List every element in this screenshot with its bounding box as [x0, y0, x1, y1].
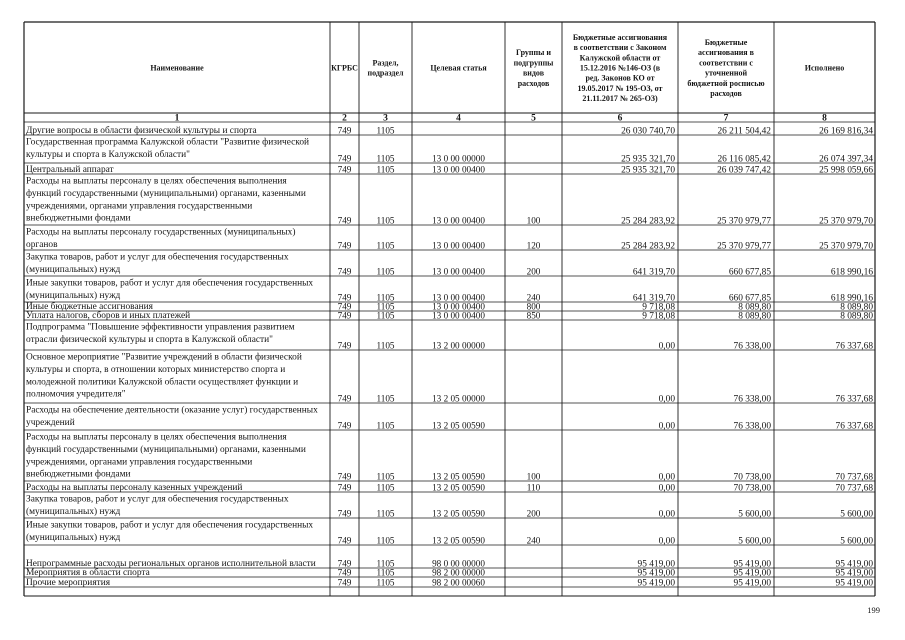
row-name: культуры и спорта, в отношении которых министерство спорта и	[26, 364, 286, 375]
row-name: Расходы на выплаты персоналу государственных (муниципальных)	[26, 227, 296, 238]
header-budget-schedule: уточненной	[704, 68, 748, 78]
cell-executed: 70 737,68	[835, 472, 873, 483]
header-law-allocations: 15.12.2016 №146-ОЗ (в	[579, 63, 661, 73]
row-name: функций государственными (муниципальными) органами, казенными	[26, 444, 306, 455]
cell-target-article: 98 2 00 00000	[432, 567, 485, 578]
cell-target-article: 98 2 00 00060	[432, 577, 485, 588]
row-name: культуры и спорта в Калужской области"	[26, 149, 190, 160]
cell-budget-schedule: 26 116 085,42	[717, 154, 771, 165]
cell-target-article: 13 0 00 00400	[432, 292, 485, 303]
cell-executed: 25 370 979,70	[819, 241, 873, 252]
cell-razdel: 1105	[376, 558, 395, 569]
row-name: Иные закупки товаров, работ и услуг для обеспечения государственных	[26, 520, 314, 531]
cell-target-article: 13 0 00 00400	[432, 164, 485, 175]
cell-executed: 26 169 816,34	[819, 126, 873, 137]
cell-executed: 70 737,68	[835, 483, 873, 494]
cell-executed: 618 990,16	[830, 267, 873, 278]
cell-law-allocations: 25 284 283,92	[621, 241, 675, 252]
cell-kgrbs: 749	[337, 292, 352, 303]
row-name: (муниципальных) нужд	[26, 290, 121, 301]
cell-executed: 25 998 059,66	[819, 165, 873, 176]
row-name: Непрограммные расходы региональных органов исполнительной власти	[26, 559, 316, 569]
row-name: Другие вопросы в области физической культуры и спорта	[26, 126, 257, 136]
column-number: 6	[617, 113, 623, 124]
row-name: (муниципальных) нужд	[26, 532, 121, 543]
cell-kgrbs: 749	[337, 301, 352, 312]
cell-target-article: 13 2 05 00590	[432, 508, 485, 519]
header-kgrbs: КГРБС	[331, 63, 358, 73]
cell-executed: 95 419,00	[835, 559, 873, 570]
cell-executed: 8 089,80	[840, 302, 873, 313]
cell-budget-schedule: 76 338,00	[733, 394, 771, 405]
cell-target-article: 13 2 05 00590	[432, 420, 485, 431]
column-number: 1	[174, 113, 180, 124]
cell-kgrbs: 749	[337, 340, 352, 351]
header-law-allocations: Калужской области от	[579, 53, 661, 63]
header-law-allocations: Бюджетные ассигнования	[572, 32, 668, 42]
cell-executed: 76 337,68	[835, 421, 873, 432]
cell-razdel: 1105	[376, 266, 395, 277]
cell-executed: 25 370 979,70	[819, 216, 873, 227]
table-row	[26, 432, 873, 483]
header-expense-type: расходов	[517, 78, 550, 88]
cell-razdel: 1105	[376, 471, 395, 482]
cell-law-allocations: 0,00	[658, 472, 675, 483]
cell-budget-schedule: 95 419,00	[733, 578, 771, 589]
header-budget-schedule: Бюджетные	[704, 38, 748, 47]
cell-razdel: 1105	[376, 420, 395, 431]
row-name: Центральный аппарат	[26, 165, 114, 175]
cell-target-article: 13 0 00 00400	[432, 301, 485, 312]
cell-razdel: 1105	[376, 153, 395, 164]
cell-kgrbs: 749	[337, 482, 352, 493]
cell-kgrbs: 749	[337, 266, 352, 277]
page-number: 199	[867, 605, 880, 615]
cell-law-allocations: 25 284 283,92	[621, 216, 675, 227]
row-name: (муниципальных) нужд	[26, 506, 121, 517]
table-row	[26, 482, 873, 494]
cell-razdel: 1105	[376, 125, 395, 136]
cell-expense-type: 850	[526, 310, 541, 321]
cell-expense-type: 200	[526, 508, 541, 519]
row-name: отрасли физической культуры и спорта в Калужской области"	[26, 334, 273, 345]
cell-razdel: 1105	[376, 535, 395, 546]
cell-law-allocations: 9 718,08	[642, 302, 675, 313]
cell-kgrbs: 749	[337, 420, 352, 431]
cell-razdel: 1105	[376, 393, 395, 404]
row-name: функций государственными (муниципальными) органами, казенными	[26, 188, 306, 199]
cell-kgrbs: 749	[337, 471, 352, 482]
cell-target-article: 13 0 00 00400	[432, 240, 485, 251]
cell-razdel: 1105	[376, 340, 395, 351]
cell-target-article: 13 0 00 00000	[432, 153, 485, 164]
cell-budget-schedule: 5 600,00	[738, 536, 771, 547]
header-target-article: Целевая статья	[430, 63, 487, 73]
cell-budget-schedule: 5 600,00	[738, 509, 771, 520]
row-name: Закупка товаров, работ и услуг для обеспечения государственных	[26, 494, 289, 505]
cell-budget-schedule: 76 338,00	[733, 421, 771, 432]
cell-razdel: 1105	[376, 577, 395, 588]
table-row	[26, 352, 873, 405]
cell-kgrbs: 749	[337, 577, 352, 588]
header-law-allocations: в соответствии с Законом	[573, 43, 667, 53]
cell-kgrbs: 749	[337, 153, 352, 164]
cell-expense-type: 100	[526, 215, 541, 226]
header-name: Наименование	[150, 63, 204, 73]
cell-target-article: 13 2 00 00000	[432, 340, 485, 351]
cell-razdel: 1105	[376, 508, 395, 519]
cell-executed: 76 337,68	[835, 394, 873, 405]
column-number: 7	[723, 113, 729, 124]
cell-razdel: 1105	[376, 567, 395, 578]
column-number: 3	[383, 113, 388, 124]
header-executed: Исполнено	[804, 63, 845, 73]
cell-budget-schedule: 660 677,85	[728, 293, 771, 304]
row-name: внебюджетными фондами	[26, 213, 131, 224]
cell-law-allocations: 95 419,00	[637, 578, 675, 589]
header-budget-schedule: бюджетной росписью	[687, 78, 765, 88]
cell-law-allocations: 641 319,70	[632, 293, 675, 304]
cell-kgrbs: 749	[337, 567, 352, 578]
cell-expense-type: 800	[526, 301, 541, 312]
cell-expense-type: 110	[526, 482, 541, 493]
column-number: 4	[456, 113, 461, 124]
cell-razdel: 1105	[376, 482, 395, 493]
header-expense-type: подгруппы	[513, 58, 554, 68]
cell-law-allocations: 26 030 740,70	[621, 126, 675, 137]
cell-kgrbs: 749	[337, 393, 352, 404]
table-row	[26, 278, 873, 304]
table-row	[26, 405, 873, 432]
cell-law-allocations: 0,00	[658, 509, 675, 520]
cell-razdel: 1105	[376, 301, 395, 312]
table-row	[26, 494, 873, 520]
header-budget-schedule: ассигнования в	[698, 48, 754, 58]
row-name: Расходы на выплаты персоналу казенных учреждений	[26, 483, 243, 493]
cell-expense-type: 240	[526, 292, 541, 303]
cell-executed: 95 419,00	[835, 568, 873, 579]
row-name: учреждений	[26, 417, 75, 428]
cell-target-article: 13 2 05 00590	[432, 535, 485, 546]
cell-kgrbs: 749	[337, 164, 352, 175]
header-razdel: подраздел	[367, 68, 404, 78]
cell-budget-schedule: 70 738,00	[733, 483, 771, 494]
row-name: Расходы на выплаты персоналу в целях обеспечения выполнения	[26, 176, 287, 187]
cell-law-allocations: 25 935 321,70	[621, 165, 675, 176]
cell-executed: 5 600,00	[840, 509, 873, 520]
cell-razdel: 1105	[376, 292, 395, 303]
row-name: Иные бюджетные ассигнования	[26, 302, 153, 312]
cell-kgrbs: 749	[337, 215, 352, 226]
row-name: (муниципальных) нужд	[26, 264, 121, 275]
cell-target-article: 13 0 00 00400	[432, 215, 485, 226]
cell-razdel: 1105	[376, 310, 395, 321]
cell-budget-schedule: 25 370 979,77	[717, 241, 771, 252]
row-name: Расходы на обеспечение деятельности (оказание услуг) государственных	[26, 405, 318, 416]
cell-executed: 618 990,16	[830, 293, 873, 304]
cell-executed: 26 074 397,34	[819, 154, 873, 165]
cell-budget-schedule: 660 677,85	[728, 267, 771, 278]
cell-executed: 76 337,68	[835, 341, 873, 352]
table-row	[26, 227, 873, 252]
cell-law-allocations: 9 718,08	[642, 311, 675, 322]
cell-budget-schedule: 70 738,00	[733, 472, 771, 483]
row-name: органов	[26, 239, 58, 250]
header-budget-schedule: соответствии с	[699, 58, 753, 68]
cell-law-allocations: 95 419,00	[637, 568, 675, 579]
cell-budget-schedule: 76 338,00	[733, 341, 771, 352]
header-law-allocations: 19.05.2017 № 195-ОЗ, от	[577, 83, 663, 93]
cell-law-allocations: 25 935 321,70	[621, 154, 675, 165]
table-row	[26, 322, 873, 352]
table-row	[26, 310, 873, 322]
row-name: Государственная программа Калужской области "Развитие физической	[26, 137, 310, 148]
row-name: Закупка товаров, работ и услуг для обеспечения государственных	[26, 252, 289, 263]
row-name: Мероприятия в области спорта	[26, 568, 150, 578]
row-name: Прочие мероприятия	[26, 578, 111, 588]
cell-executed: 8 089,80	[840, 311, 873, 322]
cell-law-allocations: 0,00	[658, 536, 675, 547]
row-name: учреждениями, органами управления государственными	[26, 457, 253, 468]
cell-budget-schedule: 25 370 979,77	[717, 216, 771, 227]
cell-expense-type: 100	[526, 471, 541, 482]
cell-expense-type: 120	[526, 240, 541, 251]
row-name: Основное мероприятие "Развитие учреждений в области физической	[26, 352, 302, 363]
cell-razdel: 1105	[376, 240, 395, 251]
cell-kgrbs: 749	[337, 508, 352, 519]
cell-target-article: 13 2 05 00590	[432, 471, 485, 482]
table-row	[26, 520, 873, 547]
column-number: 8	[822, 113, 827, 124]
cell-kgrbs: 749	[337, 535, 352, 546]
row-name: молодежной политики Калужской области осуществляет функции и	[26, 377, 299, 388]
cell-budget-schedule: 95 419,00	[733, 568, 771, 579]
cell-razdel: 1105	[376, 215, 395, 226]
cell-budget-schedule: 8 089,80	[738, 311, 771, 322]
row-name: Уплата налогов, сборов и иных платежей	[26, 311, 191, 321]
row-name: Подпрограмма "Повышение эффективности управления развитием	[26, 322, 295, 333]
header-expense-type: видов	[522, 68, 545, 78]
row-name: Иные закупки товаров, работ и услуг для обеспечения государственных	[26, 278, 314, 289]
row-name: Расходы на выплаты персоналу в целях обеспечения выполнения	[26, 432, 287, 443]
cell-law-allocations: 95 419,00	[637, 559, 675, 570]
table-row	[26, 252, 873, 278]
cell-budget-schedule: 95 419,00	[733, 559, 771, 570]
cell-law-allocations: 641 319,70	[632, 267, 675, 278]
cell-razdel: 1105	[376, 164, 395, 175]
row-name: внебюджетными фондами	[26, 469, 131, 480]
cell-target-article: 13 2 05 00000	[432, 393, 485, 404]
row-name: учреждениями, органами управления государственными	[26, 201, 253, 212]
table-row	[26, 176, 873, 227]
cell-budget-schedule: 26 039 747,42	[717, 165, 771, 176]
cell-kgrbs: 749	[337, 310, 352, 321]
cell-target-article: 13 0 00 00400	[432, 266, 485, 277]
cell-law-allocations: 0,00	[658, 341, 675, 352]
header-law-allocations: 21.11.2017 № 265-ОЗ)	[582, 94, 658, 104]
cell-law-allocations: 0,00	[658, 394, 675, 405]
header-budget-schedule: расходов	[710, 89, 742, 98]
row-name: полномочия учредителя"	[26, 389, 126, 400]
cell-target-article: 98 0 00 00000	[432, 558, 485, 569]
cell-budget-schedule: 26 211 504,42	[717, 126, 771, 137]
cell-executed: 5 600,00	[840, 536, 873, 547]
column-number: 5	[531, 113, 536, 124]
header-law-allocations: ред. Законов КО от	[585, 73, 655, 83]
cell-target-article: 13 0 00 00400	[432, 310, 485, 321]
cell-target-article: 13 2 05 00590	[432, 482, 485, 493]
header-expense-type: Группы и	[515, 48, 552, 58]
cell-expense-type: 240	[526, 535, 541, 546]
cell-law-allocations: 0,00	[658, 483, 675, 494]
cell-budget-schedule: 8 089,80	[738, 302, 771, 313]
cell-law-allocations: 0,00	[658, 421, 675, 432]
cell-kgrbs: 749	[337, 558, 352, 569]
column-number: 2	[342, 113, 347, 124]
cell-kgrbs: 749	[337, 240, 352, 251]
cell-expense-type: 200	[526, 266, 541, 277]
header-razdel: Раздел,	[372, 58, 399, 68]
cell-executed: 95 419,00	[835, 578, 873, 589]
table-row	[26, 137, 873, 165]
cell-kgrbs: 749	[337, 125, 352, 136]
